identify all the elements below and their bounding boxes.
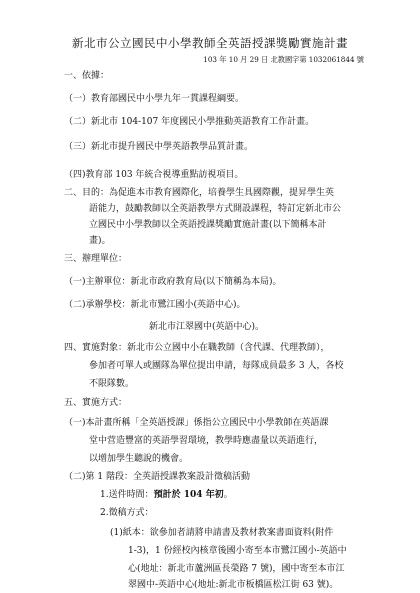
section-1-item-2: （二）新北市 104-107 年度國民小學推動英語教育工作計畫。 <box>64 117 315 127</box>
section-3-line-1: （一)主辦單位：新北市政府教育局(以下簡稱為本局)。 <box>64 277 282 287</box>
section-5-b-line-1: （二)第 1 階段：全英語授課教案設計徵稿活動 <box>64 472 250 482</box>
submission-time-value: 預計於 104 年初 <box>153 490 224 500</box>
section-1-item-4: （四)教育部 103 年統合視導重點訪視項目。 <box>64 170 244 180</box>
submission-time-label: 1.送件時間： <box>100 490 154 500</box>
section-3-line-3: 新北市江翠國中(英語中心)。 <box>149 322 265 332</box>
document-title: 新北市公立國民中小學教師全英語授課獎勵實施計畫 <box>72 36 348 50</box>
section-2-line-3: 立國民中小學教師以全英語授課獎勵實施計畫(以下簡稱本計 <box>89 220 327 230</box>
section-2-line-4: 畫)。 <box>89 236 111 246</box>
section-5-c-line-1: (1)紙本：欲參加者請將申請書及教材教案書面資料(附件 <box>110 528 334 538</box>
section-3-line-2: （二)承辦學校：新北市鷺江國小(英語中心)。 <box>64 300 246 310</box>
section-1-item-1: （一）教育部國民中小學九年一貫課程綱要。 <box>64 94 245 104</box>
section-1-heading: 一、依據： <box>64 71 110 81</box>
section-4-line-1: 四、實施對象：新北市公立國中小在職教師（含代課、代理教師）， <box>64 343 330 353</box>
section-5-b-submission-time <box>100 490 233 501</box>
section-5-a-line-3: 以增加學生聽說的機會。 <box>89 454 189 464</box>
section-5-c-line-3: 心(地址：新北市蘆洲區長榮路 7 號)，國中寄至本市江 <box>128 564 345 574</box>
section-5-heading: 五、實施方式： <box>64 398 128 408</box>
document-reference-number: 103 年 10 月 29 日 北教國字第 1032061844 號 <box>203 55 364 64</box>
section-2-line-2: 語能力，鼓勵教師以全英語教學方式開設課程，特訂定新北市公 <box>89 204 342 214</box>
section-1-item-3: （三）新北市提升國民中學英語教學品質計畫。 <box>64 142 254 152</box>
section-4-line-3: 不限隊數。 <box>89 379 135 389</box>
section-5-c-line-2: 1-3)，1 份經校內核章後國小寄至本市鷺江國小-英語中 <box>128 546 347 556</box>
section-3-heading: 三、辦理單位： <box>64 254 128 264</box>
submission-time-period: 。 <box>223 490 233 500</box>
section-4-line-2: 參加者可單人或團隊為單位提出申請，每隊成員最多 3 人，各校 <box>89 361 344 371</box>
section-5-c-line-4: 翠國中-英語中心(地址:新北市板橋區松江街 63 號)。 <box>128 580 339 590</box>
section-5-a-line-2: 堂中营造豐富的英語學習環境，教學時應盡量以英語進行， <box>89 436 324 446</box>
section-5-b-method: 2.徵稿方式： <box>100 508 154 518</box>
section-2-line-1: 二、目的：為促進本市教育國際化，培養學生具國際觀，提昇學生英 <box>64 188 335 198</box>
section-5-a-line-1: （一)本計畫所稱「全英語授課」係指公立國民中小學教師在英語課 <box>64 418 329 428</box>
